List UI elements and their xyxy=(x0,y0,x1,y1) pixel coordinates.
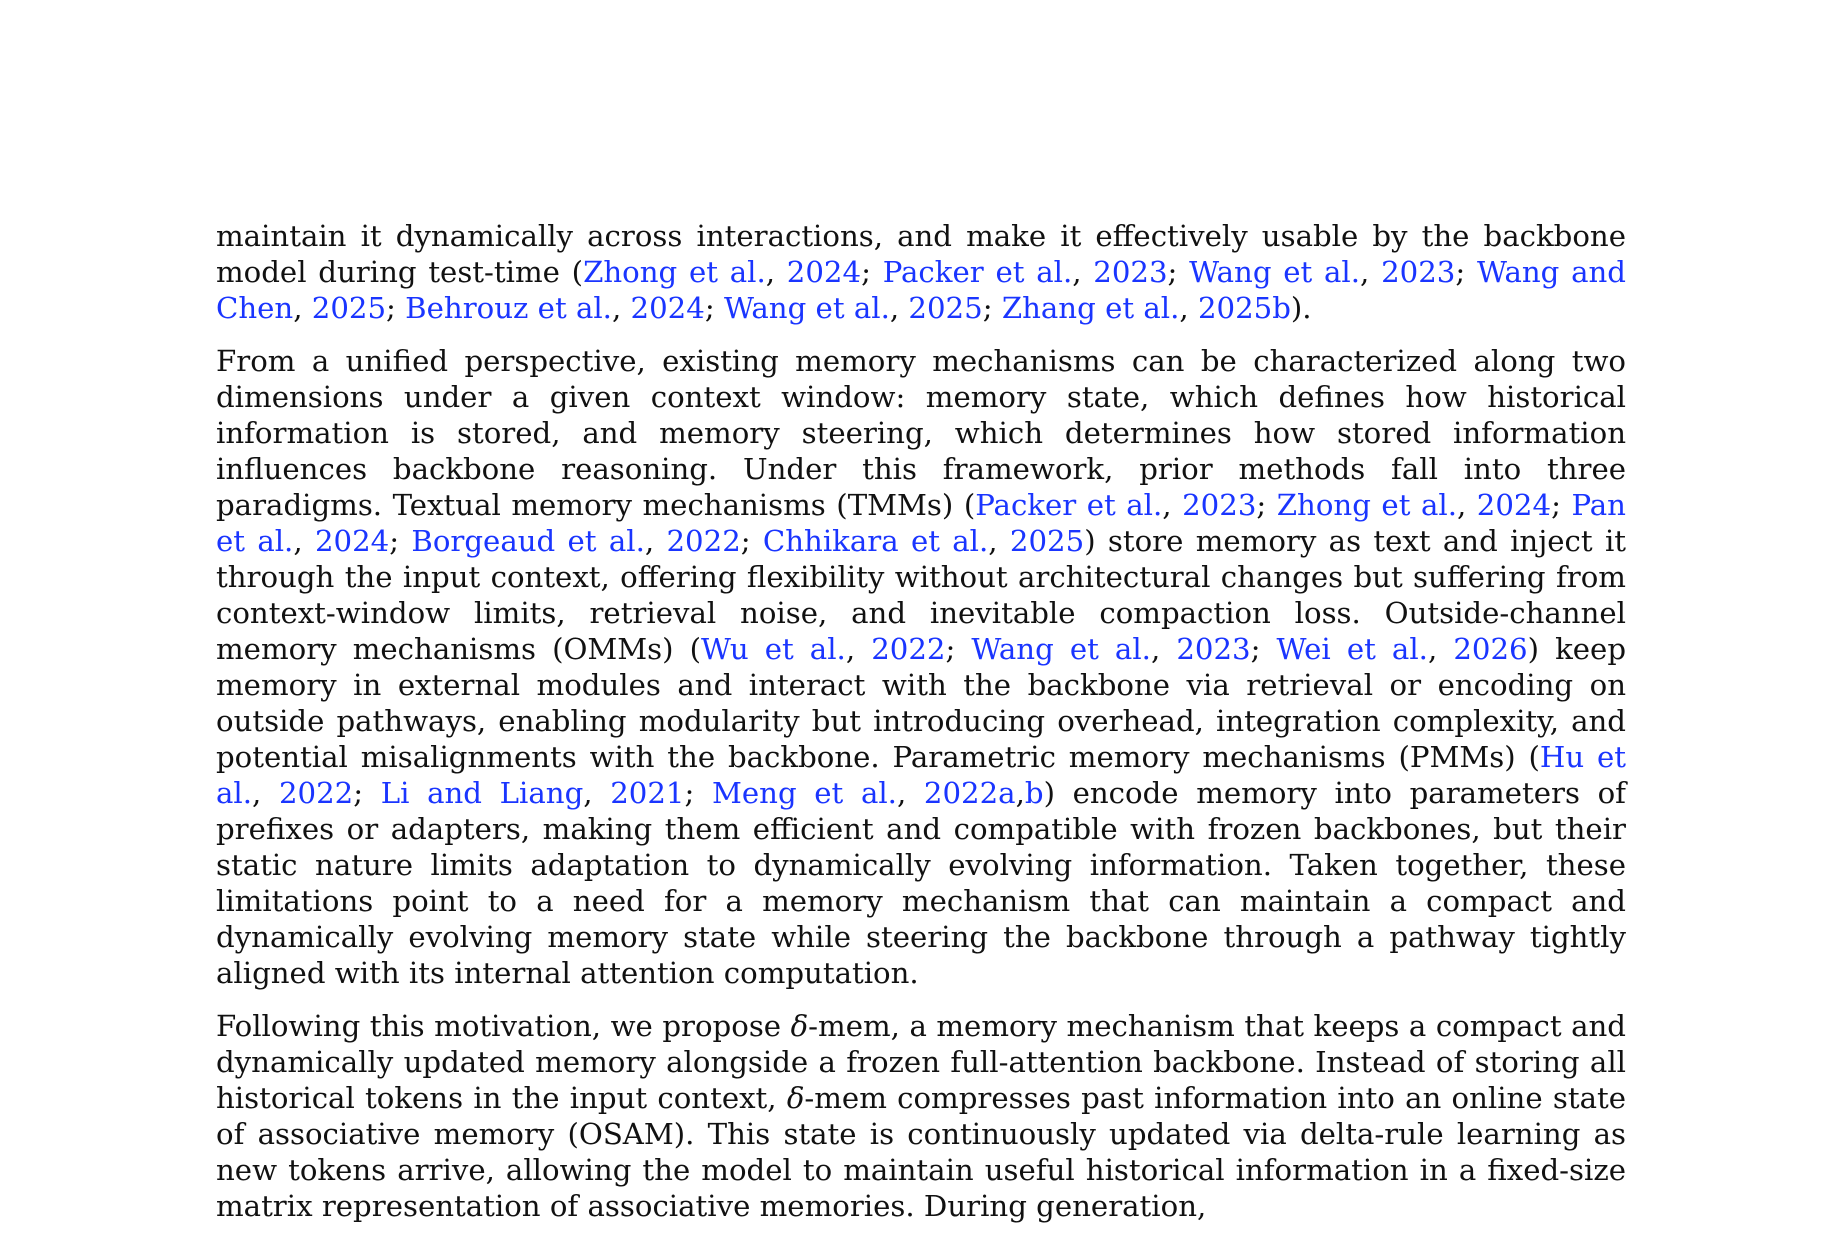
citation-link[interactable]: Li and Liang xyxy=(380,776,584,810)
citation-link[interactable]: Zhang et al. xyxy=(1001,291,1180,325)
text-run: ; xyxy=(386,291,406,325)
text-run: ; xyxy=(1455,255,1477,289)
text-run: , xyxy=(1427,632,1454,666)
citation-link[interactable]: Chhikara et al. xyxy=(762,524,989,558)
text-run: , xyxy=(889,291,909,325)
math-symbol: δ xyxy=(790,1009,809,1043)
text-run: ; xyxy=(1256,488,1277,522)
text-run: , xyxy=(293,291,312,325)
citation-link[interactable]: 2025b xyxy=(1197,291,1291,325)
text-run: , xyxy=(644,524,667,558)
text-run: ) encode memory into parameters of prefixes or adapters, making them efficient and compatible with frozen backbones, but their static nature limits adaptation to dynamically evolving information. Taken together, these limitations point to a need for a memory mechanism that can maintain a compact and dynamically evolving memory state while steering the backbone through a pathway tightly aligned with its internal attention computation. xyxy=(216,776,1626,990)
paragraph xyxy=(216,1008,1626,1224)
text-run: ; xyxy=(704,291,724,325)
math-symbol: δ xyxy=(786,1081,805,1115)
text-run: ; xyxy=(1167,255,1190,289)
citation-link[interactable]: Packer et al. xyxy=(975,488,1163,522)
text-run: ) keep memory in external modules and interact with the backbone via retrieval or encoding on outside pathways, enabling modularity but introducing overhead, integration complexity, and potential misalignments with the backbone. Parametric memory mechanisms (PMMs) ( xyxy=(216,632,1626,774)
citation-link[interactable]: Pan et al. xyxy=(216,488,1626,558)
text-run: ; xyxy=(982,291,1002,325)
citation-link[interactable]: Wang et al. xyxy=(723,291,890,325)
citation-link[interactable]: 2024 xyxy=(786,255,862,289)
citation-link[interactable]: Wang et al. xyxy=(971,632,1151,666)
citation-link[interactable]: 2024 xyxy=(630,291,705,325)
citation-link[interactable]: 2022 xyxy=(871,632,946,666)
citation-link[interactable]: Behrouz et al. xyxy=(405,291,612,325)
citation-link[interactable]: 2025 xyxy=(311,291,387,325)
text-run: ) store memory as text and inject it through the input context, offering flexibility without architectural changes but suffering from context-window limits, retrieval noise, and inevitable compaction loss. Outside-channel memory mechanisms (OMMs) ( xyxy=(216,524,1627,666)
text-run: , xyxy=(583,776,611,810)
text-run: -mem, a memory mechanism that keeps a compact and dynamically updated memory alongside a frozen full-attention backbone. Instead of storing all historical tokens in the input context, xyxy=(216,1009,1626,1115)
citation-link[interactable]: Wu et al. xyxy=(701,632,846,666)
citation-link[interactable]: 2024 xyxy=(1476,488,1552,522)
citation-link[interactable]: Zhong et al. xyxy=(1276,488,1457,522)
citation-link[interactable]: Packer et al. xyxy=(882,255,1073,289)
text-run: ; xyxy=(945,632,972,666)
text-run: , xyxy=(1072,255,1094,289)
citation-link[interactable]: 2026 xyxy=(1453,632,1528,666)
text-run: , xyxy=(1015,776,1025,810)
text-run: ). xyxy=(1290,291,1312,325)
citation-link[interactable]: 2023 xyxy=(1093,255,1168,289)
text-run: -mem compresses past information into an online state of associative memory (OSAM). This state is continuously updated via delta-rule learning as new tokens arrive, allowing the model to maintain useful historical information in a fixed-size matrix representation of associative memories. During generation, xyxy=(216,1081,1626,1223)
text-run: ; xyxy=(740,524,763,558)
citation-link[interactable]: 2021 xyxy=(610,776,685,810)
paragraph xyxy=(216,343,1626,991)
text-run: , xyxy=(293,524,315,558)
text-run: , xyxy=(988,524,1010,558)
citation-link[interactable]: 2022 xyxy=(278,776,354,810)
citation-link[interactable]: 2022a xyxy=(923,776,1016,810)
text-run: , xyxy=(845,632,872,666)
citation-link[interactable]: Zhong et al. xyxy=(583,255,766,289)
text-run: , xyxy=(252,776,279,810)
text-run: maintain it dynamically across interactions, and make it effectively usable by the backbone model during test-time ( xyxy=(216,219,1626,289)
text-run: , xyxy=(1360,255,1382,289)
text-run: ; xyxy=(1551,488,1572,522)
citation-link[interactable]: Wei et al. xyxy=(1276,632,1428,666)
body-text xyxy=(216,218,1626,1241)
citation-link[interactable]: 2023 xyxy=(1381,255,1456,289)
citation-link[interactable]: Borgeaud et al. xyxy=(411,524,645,558)
text-run: , xyxy=(1179,291,1198,325)
citation-link[interactable]: 2025 xyxy=(1009,524,1085,558)
citation-link[interactable]: 2023 xyxy=(1182,488,1257,522)
text-run: ; xyxy=(861,255,883,289)
text-run: , xyxy=(896,776,924,810)
citation-link[interactable]: Hu et al. xyxy=(216,740,1626,810)
text-run: ; xyxy=(353,776,381,810)
citation-link[interactable]: 2024 xyxy=(314,524,390,558)
citation-link[interactable]: b xyxy=(1024,776,1044,810)
citation-link[interactable]: Meng et al. xyxy=(711,776,897,810)
text-run: , xyxy=(765,255,787,289)
text-run: ; xyxy=(389,524,412,558)
text-run: ; xyxy=(1250,632,1277,666)
citation-link[interactable]: 2023 xyxy=(1176,632,1251,666)
text-run: , xyxy=(1150,632,1177,666)
text-run: , xyxy=(611,291,631,325)
citation-link[interactable]: Wang and Chen xyxy=(216,255,1626,325)
text-run: , xyxy=(1162,488,1183,522)
citation-link[interactable]: Wang et al. xyxy=(1189,255,1361,289)
paragraph xyxy=(216,218,1626,326)
citation-link[interactable]: 2025 xyxy=(908,291,983,325)
text-run: From a unified perspective, existing memory mechanisms can be characterized along two dimensions under a given context window: memory state, which defines how historical information is stored, and memory steering, which determines how stored information influences backbone reasoning. Under this framework, prior methods fall into three paradigms. Textual memory mechanisms (TMMs) ( xyxy=(216,344,1626,522)
text-run: Following this motivation, we propose xyxy=(216,1009,791,1043)
text-run: , xyxy=(1456,488,1477,522)
text-run: ; xyxy=(684,776,712,810)
citation-link[interactable]: 2022 xyxy=(666,524,741,558)
